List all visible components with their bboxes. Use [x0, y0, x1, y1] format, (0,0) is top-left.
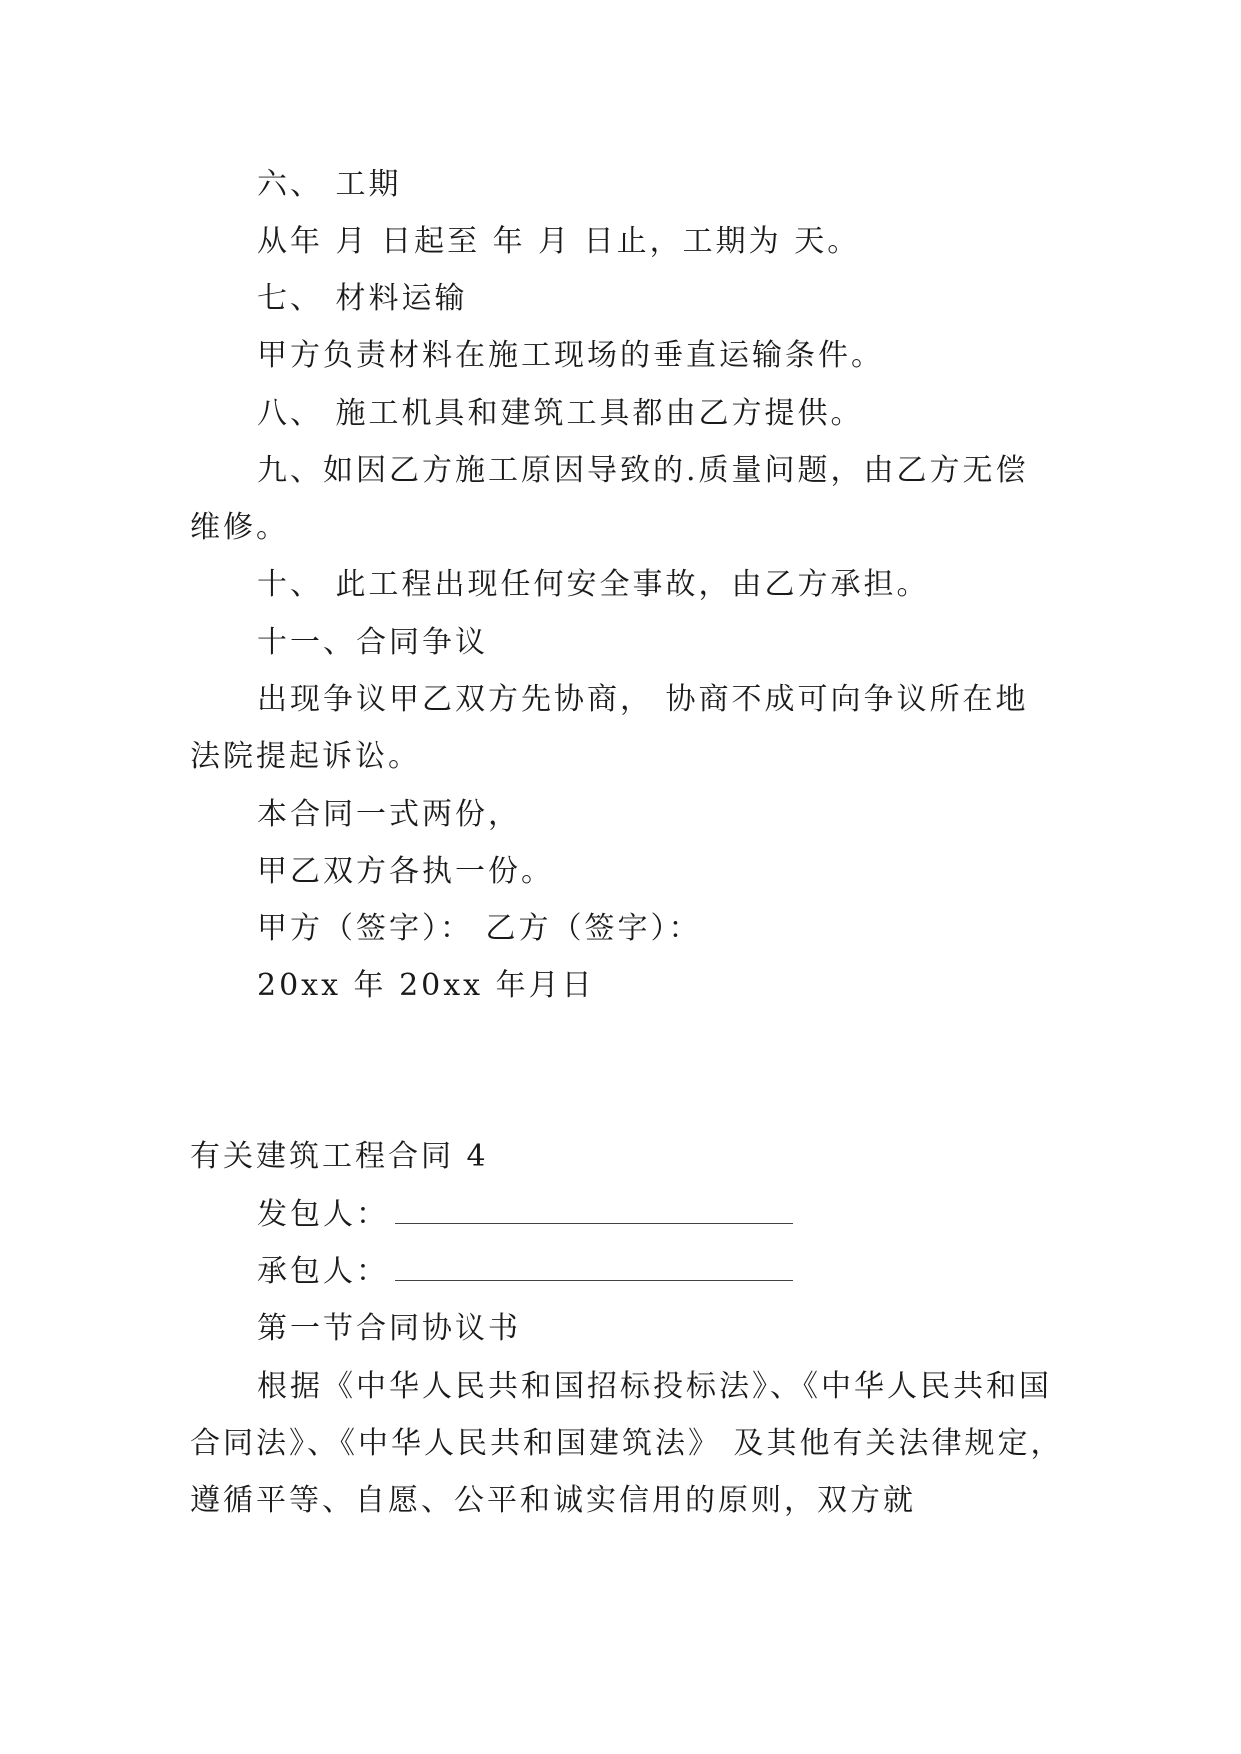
employer-blank	[395, 1201, 793, 1224]
section-nine-text-cont: 维修。	[190, 510, 289, 545]
basis-text-cont-1: 合同法》、《中华人民共和国建筑法》 及其他有关法律规定，	[190, 1426, 1064, 1461]
dispute-text-cont: 法院提起诉讼。	[190, 739, 421, 774]
copies-text: 本合同一式两份，	[257, 797, 521, 832]
section-seven-heading: 七、 材料运输	[257, 281, 468, 316]
contractor-blank	[395, 1258, 793, 1281]
contractor-label: 承包人：	[257, 1254, 389, 1289]
basis-text: 根据《中华人民共和国招标投标法》、《中华人民共和国	[257, 1369, 1052, 1404]
contract-title: 有关建筑工程合同 4	[190, 1139, 489, 1174]
section-eleven-heading: 十一、合同争议	[257, 625, 488, 660]
basis-text-cont-2: 遵循平等、自愿、公平和诚实信用的原则，双方就	[190, 1483, 916, 1518]
section-ten-text: 十、 此工程出现任何安全事故，由乙方承担。	[257, 567, 930, 602]
signature-line: 甲方（签字）： 乙方（签字）：	[257, 911, 702, 946]
material-transport-text: 甲方负责材料在施工现场的垂直运输条件。	[257, 338, 884, 373]
copies-held-text: 甲乙双方各执一份。	[257, 854, 554, 889]
section-one-heading: 第一节合同协议书	[257, 1311, 521, 1346]
employer-field	[257, 1195, 793, 1235]
contractor-field	[257, 1252, 793, 1292]
section-eight-text: 八、 施工机具和建筑工具都由乙方提供。	[257, 396, 864, 431]
date-line: 20xx 年 20xx 年月日	[257, 968, 595, 1003]
section-six-heading: 六、 工期	[257, 167, 402, 202]
dispute-text: 出现争议甲乙双方先协商， 协商不成可向争议所在地	[257, 682, 1029, 717]
section-nine-text: 九、如因乙方施工原因导致的.质量问题，由乙方无偿	[257, 453, 1029, 488]
construction-period-text: 从年 月 日起至 年 月 日止，工期为 天。	[257, 224, 861, 259]
employer-label: 发包人：	[257, 1197, 389, 1232]
